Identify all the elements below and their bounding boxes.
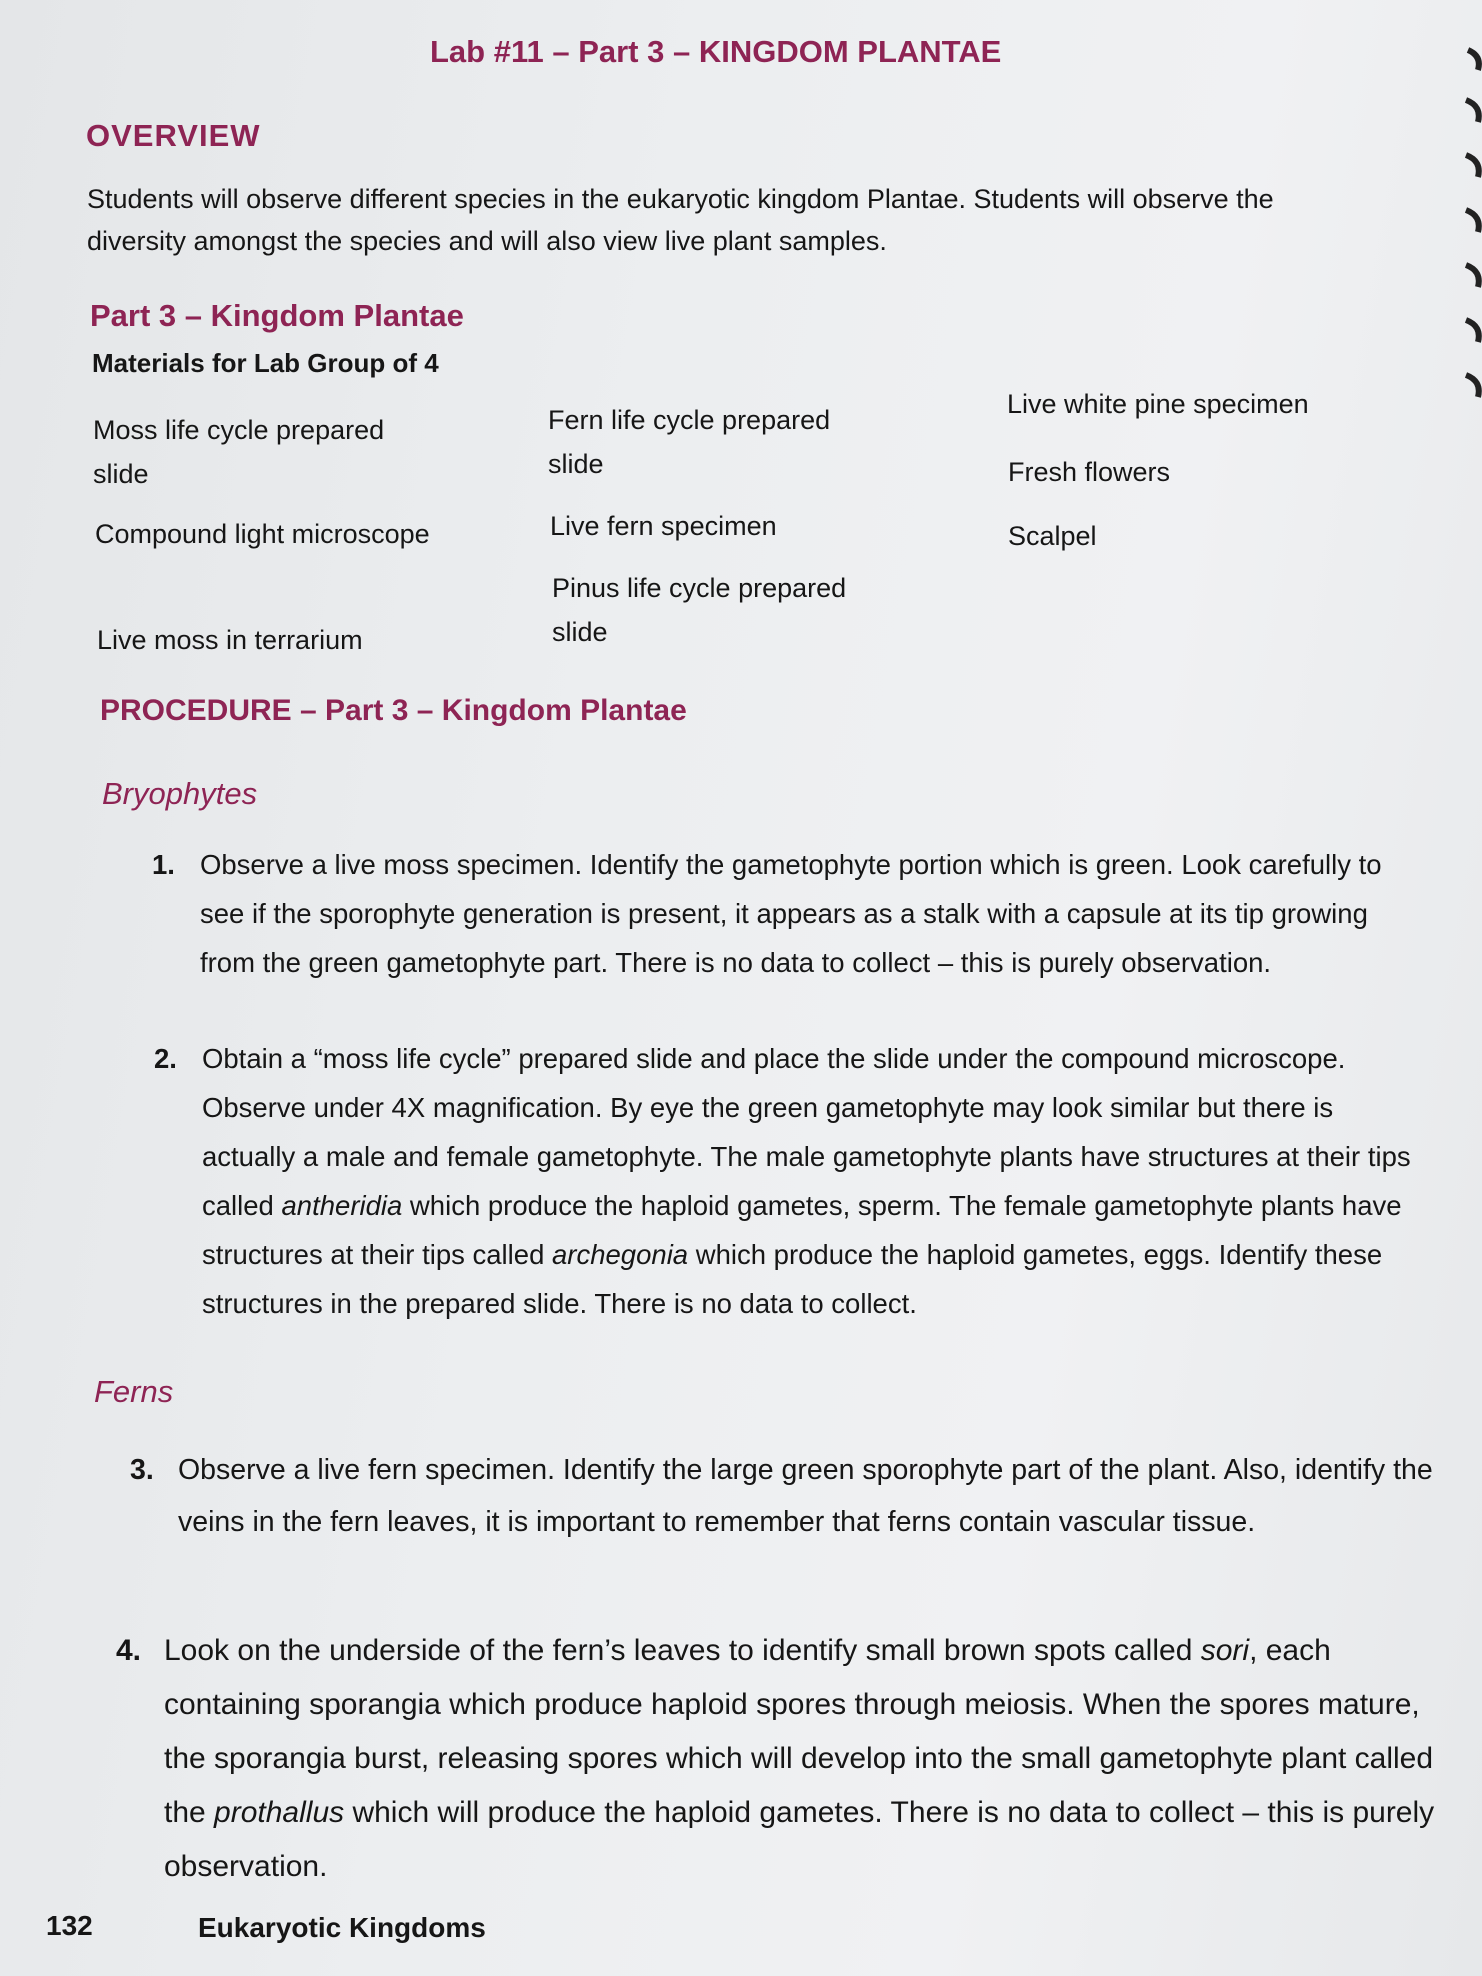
material-item: Fern life cycle prepared slide	[548, 405, 831, 479]
step-number: 2.	[154, 1043, 177, 1074]
spiral-binding-icon	[1448, 20, 1482, 440]
term-archegonia: archegonia	[552, 1239, 689, 1270]
material-item: Live moss in terrarium	[97, 625, 363, 655]
step-text: which will produce the haploid gametes. There is no data to collect – this is purely observation.	[164, 1796, 1435, 1883]
material-item: Live fern specimen	[550, 511, 777, 541]
materials-title: Materials for Lab Group of 4	[92, 348, 439, 378]
material-item: Moss life cycle prepared slide	[93, 415, 385, 489]
material-item: Live white pine specimen	[1007, 389, 1309, 419]
part3-heading: Part 3 – Kingdom Plantae	[90, 298, 464, 333]
procedure-step-1	[152, 840, 1390, 987]
step-text: which produce the haploid gametes, eggs. Identify these structures in the prepared slide. There is no data to collect.	[202, 1239, 1383, 1319]
step-text: Observe a live moss specimen. Identify the gametophyte portion which is green. Look carefully to see if the sporophyte generation is present, it appears as a stalk with a capsule at its tip growing from the green gametophyte part. There is no data to collect – this is purely observation.	[200, 849, 1382, 978]
step-number: 4.	[116, 1634, 142, 1667]
procedure-step-2	[154, 1034, 1422, 1328]
step-text: which produce the haploid gametes, sperm. The female gametophyte plants have structures at their tips called	[202, 1190, 1402, 1270]
page-title: Lab #11 – Part 3 – KINGDOM PLANTAE	[430, 34, 1002, 69]
page-number: 132	[46, 1910, 93, 1941]
procedure-heading: PROCEDURE – Part 3 – Kingdom Plantae	[100, 694, 687, 727]
step-number: 1.	[152, 849, 175, 880]
step-text: Observe a live fern specimen. Identify the large green sporophyte part of the plant. Also, identify the veins in the fern leaves, it is important to remember that ferns contain vascular tissue.	[178, 1454, 1433, 1538]
procedure-step-4	[116, 1624, 1460, 1894]
material-item: Scalpel	[1008, 521, 1097, 551]
footer-section-title: Eukaryotic Kingdoms	[198, 1912, 486, 1943]
term-antheridia: antheridia	[281, 1190, 403, 1221]
overview-heading: OVERVIEW	[86, 118, 261, 153]
material-item: Pinus life cycle prepared slide	[552, 573, 847, 647]
step-text: , each containing sporangia which produce haploid spores through meiosis. When the spores mature, the sporangia burst, releasing spores which will develop into the small gametophyte plant called the	[164, 1634, 1434, 1829]
step-number: 3.	[130, 1454, 154, 1486]
step-text: Look on the underside of the fern’s leaves to identify small brown spots called	[164, 1634, 1201, 1667]
term-prothallus: prothallus	[214, 1796, 345, 1829]
material-item: Compound light microscope	[95, 519, 430, 549]
step-text: Obtain a “moss life cycle” prepared slide and place the slide under the compound microscope. Observe under 4X magnification. By eye the green gametophyte may look similar but there is actually a male and female gametophyte. The male gametophyte plants have structures at their tips called	[202, 1043, 1411, 1221]
ferns-subheading: Ferns	[94, 1374, 174, 1409]
term-sori: sori	[1200, 1634, 1250, 1667]
procedure-step-3	[130, 1444, 1448, 1548]
material-item: Fresh flowers	[1008, 457, 1171, 487]
overview-text: Students will observe different species in the eukaryotic kingdom Plantae. Students will observe the diversity amongst the species and will also view live plant samples.	[87, 184, 1274, 256]
bryophytes-subheading: Bryophytes	[102, 776, 258, 811]
